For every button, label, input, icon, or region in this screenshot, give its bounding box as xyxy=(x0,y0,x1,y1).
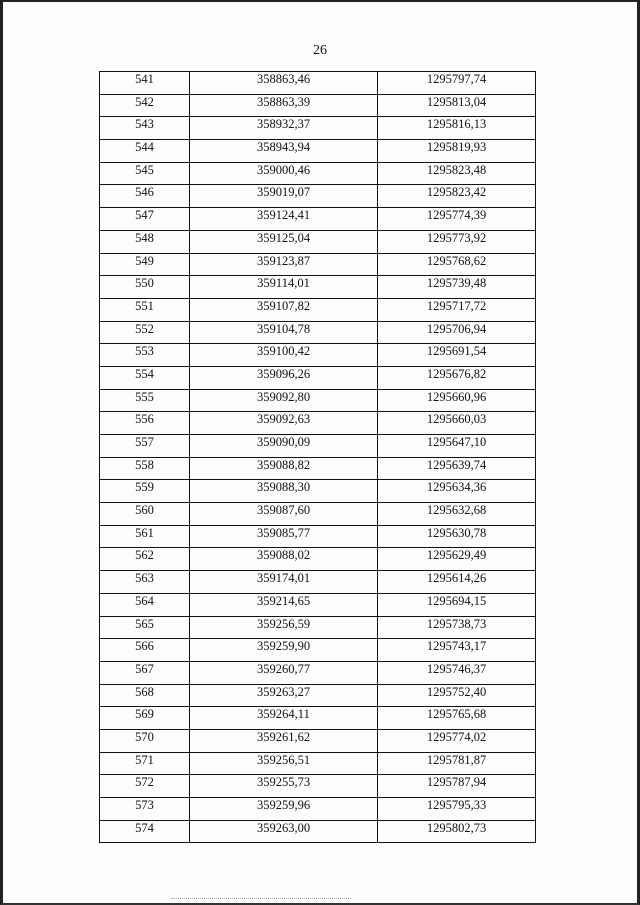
table-row xyxy=(100,593,536,616)
y-coordinate-cell: 1295743,17 xyxy=(378,639,536,662)
y-coordinate-cell: 1295823,42 xyxy=(378,185,536,208)
table-row xyxy=(100,480,536,503)
point-number-cell: 562 xyxy=(100,548,190,571)
y-coordinate-cell: 1295614,26 xyxy=(378,571,536,594)
point-number-cell: 544 xyxy=(100,140,190,163)
table-row xyxy=(100,140,536,163)
point-number-cell: 560 xyxy=(100,503,190,526)
x-coordinate-cell: 359124,41 xyxy=(190,208,378,231)
point-number-cell: 574 xyxy=(100,820,190,843)
x-coordinate-cell: 359125,04 xyxy=(190,230,378,253)
table-row xyxy=(100,230,536,253)
point-number-cell: 550 xyxy=(100,276,190,299)
y-coordinate-cell: 1295630,78 xyxy=(378,525,536,548)
x-coordinate-cell: 359092,63 xyxy=(190,412,378,435)
x-coordinate-cell: 359260,77 xyxy=(190,661,378,684)
x-coordinate-cell: 359088,30 xyxy=(190,480,378,503)
x-coordinate-cell: 359088,02 xyxy=(190,548,378,571)
point-number-cell: 564 xyxy=(100,593,190,616)
y-coordinate-cell: 1295816,13 xyxy=(378,117,536,140)
table-row xyxy=(100,298,536,321)
table-row xyxy=(100,820,536,843)
y-coordinate-cell: 1295706,94 xyxy=(378,321,536,344)
x-coordinate-cell: 359100,42 xyxy=(190,344,378,367)
x-coordinate-cell: 359123,87 xyxy=(190,253,378,276)
point-number-cell: 558 xyxy=(100,457,190,480)
y-coordinate-cell: 1295768,62 xyxy=(378,253,536,276)
point-number-cell: 569 xyxy=(100,707,190,730)
x-coordinate-cell: 359214,65 xyxy=(190,593,378,616)
point-number-cell: 546 xyxy=(100,185,190,208)
y-coordinate-cell: 1295691,54 xyxy=(378,344,536,367)
y-coordinate-cell: 1295813,04 xyxy=(378,94,536,117)
x-coordinate-cell: 359259,96 xyxy=(190,798,378,821)
y-coordinate-cell: 1295634,36 xyxy=(378,480,536,503)
y-coordinate-cell: 1295781,87 xyxy=(378,752,536,775)
x-coordinate-cell: 358932,37 xyxy=(190,117,378,140)
x-coordinate-cell: 359114,01 xyxy=(190,276,378,299)
point-number-cell: 554 xyxy=(100,366,190,389)
table-row xyxy=(100,457,536,480)
y-coordinate-cell: 1295632,68 xyxy=(378,503,536,526)
point-number-cell: 572 xyxy=(100,775,190,798)
y-coordinate-cell: 1295694,15 xyxy=(378,593,536,616)
point-number-cell: 563 xyxy=(100,571,190,594)
x-coordinate-cell: 359255,73 xyxy=(190,775,378,798)
table-row xyxy=(100,344,536,367)
table-row xyxy=(100,412,536,435)
y-coordinate-cell: 1295676,82 xyxy=(378,366,536,389)
x-coordinate-cell: 359263,00 xyxy=(190,820,378,843)
y-coordinate-cell: 1295647,10 xyxy=(378,435,536,458)
x-coordinate-cell: 359264,11 xyxy=(190,707,378,730)
x-coordinate-cell: 359261,62 xyxy=(190,729,378,752)
table-row xyxy=(100,321,536,344)
point-number-cell: 552 xyxy=(100,321,190,344)
table-row xyxy=(100,775,536,798)
y-coordinate-cell: 1295765,68 xyxy=(378,707,536,730)
table-row xyxy=(100,72,536,95)
y-coordinate-cell: 1295802,73 xyxy=(378,820,536,843)
y-coordinate-cell: 1295738,73 xyxy=(378,616,536,639)
x-coordinate-cell: 359174,01 xyxy=(190,571,378,594)
table-row xyxy=(100,729,536,752)
point-number-cell: 555 xyxy=(100,389,190,412)
coordinates-table-body xyxy=(100,72,536,843)
x-coordinate-cell: 359096,26 xyxy=(190,366,378,389)
point-number-cell: 568 xyxy=(100,684,190,707)
table-row xyxy=(100,639,536,662)
x-coordinate-cell: 359000,46 xyxy=(190,162,378,185)
point-number-cell: 545 xyxy=(100,162,190,185)
point-number-cell: 573 xyxy=(100,798,190,821)
y-coordinate-cell: 1295774,39 xyxy=(378,208,536,231)
point-number-cell: 557 xyxy=(100,435,190,458)
y-coordinate-cell: 1295797,74 xyxy=(378,72,536,95)
table-row xyxy=(100,525,536,548)
y-coordinate-cell: 1295717,72 xyxy=(378,298,536,321)
table-row xyxy=(100,208,536,231)
point-number-cell: 553 xyxy=(100,344,190,367)
y-coordinate-cell: 1295660,96 xyxy=(378,389,536,412)
x-coordinate-cell: 359092,80 xyxy=(190,389,378,412)
y-coordinate-cell: 1295639,74 xyxy=(378,457,536,480)
table-row xyxy=(100,162,536,185)
table-row xyxy=(100,389,536,412)
footer-divider xyxy=(171,898,351,899)
point-number-cell: 566 xyxy=(100,639,190,662)
table-row xyxy=(100,435,536,458)
table-row xyxy=(100,707,536,730)
point-number-cell: 567 xyxy=(100,661,190,684)
x-coordinate-cell: 359085,77 xyxy=(190,525,378,548)
table-row xyxy=(100,661,536,684)
point-number-cell: 547 xyxy=(100,208,190,231)
y-coordinate-cell: 1295629,49 xyxy=(378,548,536,571)
y-coordinate-cell: 1295787,94 xyxy=(378,775,536,798)
x-coordinate-cell: 359256,51 xyxy=(190,752,378,775)
x-coordinate-cell: 359256,59 xyxy=(190,616,378,639)
table-row xyxy=(100,752,536,775)
y-coordinate-cell: 1295774,02 xyxy=(378,729,536,752)
x-coordinate-cell: 359104,78 xyxy=(190,321,378,344)
point-number-cell: 551 xyxy=(100,298,190,321)
table-row xyxy=(100,548,536,571)
table-row xyxy=(100,117,536,140)
y-coordinate-cell: 1295773,92 xyxy=(378,230,536,253)
table-row xyxy=(100,798,536,821)
point-number-cell: 570 xyxy=(100,729,190,752)
x-coordinate-cell: 359019,07 xyxy=(190,185,378,208)
point-number-cell: 565 xyxy=(100,616,190,639)
point-number-cell: 541 xyxy=(100,72,190,95)
y-coordinate-cell: 1295819,93 xyxy=(378,140,536,163)
y-coordinate-cell: 1295746,37 xyxy=(378,661,536,684)
y-coordinate-cell: 1295752,40 xyxy=(378,684,536,707)
x-coordinate-cell: 359088,82 xyxy=(190,457,378,480)
table-row xyxy=(100,571,536,594)
x-coordinate-cell: 359090,09 xyxy=(190,435,378,458)
x-coordinate-cell: 359263,27 xyxy=(190,684,378,707)
table-row xyxy=(100,94,536,117)
x-coordinate-cell: 358863,46 xyxy=(190,72,378,95)
y-coordinate-cell: 1295795,33 xyxy=(378,798,536,821)
point-number-cell: 561 xyxy=(100,525,190,548)
x-coordinate-cell: 359259,90 xyxy=(190,639,378,662)
table-row xyxy=(100,276,536,299)
x-coordinate-cell: 358863,39 xyxy=(190,94,378,117)
point-number-cell: 571 xyxy=(100,752,190,775)
point-number-cell: 559 xyxy=(100,480,190,503)
table-row xyxy=(100,616,536,639)
y-coordinate-cell: 1295823,48 xyxy=(378,162,536,185)
table-row xyxy=(100,253,536,276)
point-number-cell: 556 xyxy=(100,412,190,435)
x-coordinate-cell: 359087,60 xyxy=(190,503,378,526)
coordinates-table xyxy=(99,71,536,843)
table-row xyxy=(100,503,536,526)
point-number-cell: 542 xyxy=(100,94,190,117)
table-row xyxy=(100,185,536,208)
point-number-cell: 549 xyxy=(100,253,190,276)
point-number-cell: 548 xyxy=(100,230,190,253)
x-coordinate-cell: 358943,94 xyxy=(190,140,378,163)
point-number-cell: 543 xyxy=(100,117,190,140)
x-coordinate-cell: 359107,82 xyxy=(190,298,378,321)
y-coordinate-cell: 1295660,03 xyxy=(378,412,536,435)
table-row xyxy=(100,366,536,389)
page-number: 26 xyxy=(313,43,327,58)
table-row xyxy=(100,684,536,707)
y-coordinate-cell: 1295739,48 xyxy=(378,276,536,299)
